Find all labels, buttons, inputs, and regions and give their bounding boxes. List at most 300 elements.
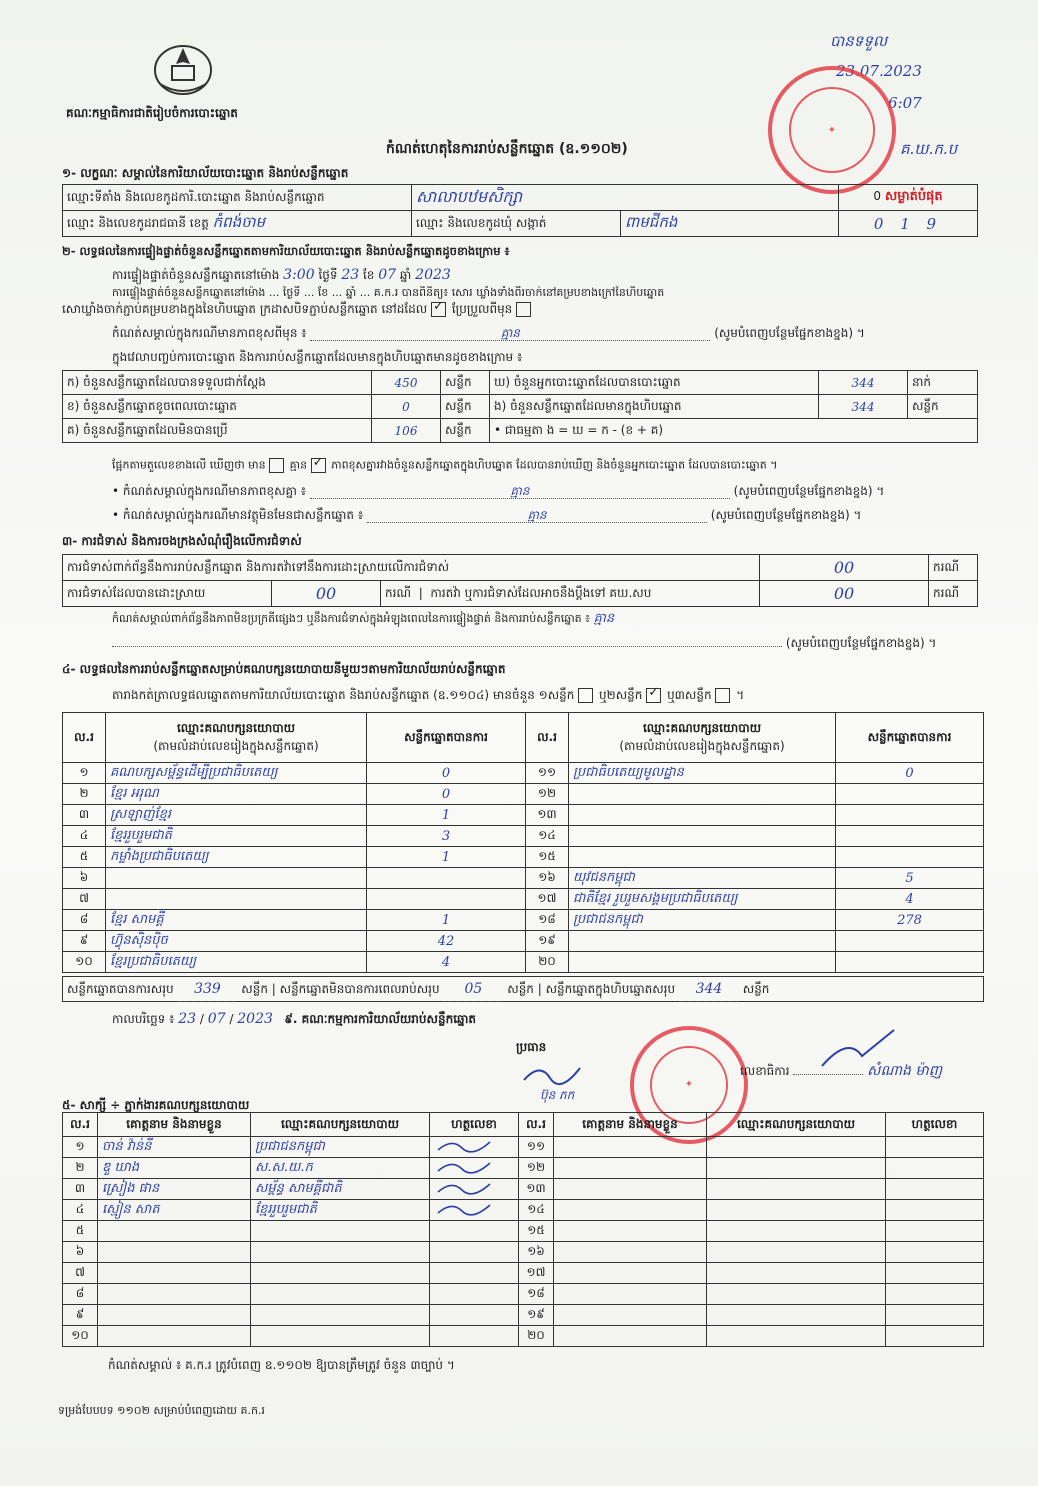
compare-line (112, 458, 777, 473)
province-cell (63, 211, 412, 237)
witness-col-name: គោត្តនាម និងនាមខ្លួន (554, 1113, 707, 1137)
col-party-title: ឈ្មោះគណបក្សនយោបាយ (176, 720, 296, 735)
witness-name: ស្មៀន សាត (98, 1200, 251, 1221)
witness-no: ១៥ (519, 1221, 554, 1242)
count-value: 344 (819, 371, 908, 395)
witness-signature (886, 1179, 984, 1200)
date-label: កាលបរិច្ឆេទ ៖ (112, 1012, 175, 1026)
section3-title: ៣- ការជំទាស់ និងការចងក្រងសំណុំរឿងលើការជំទាស់ (62, 534, 302, 548)
table-row (63, 889, 984, 910)
total-valid-label: សន្លឹកឆ្នោតបានការសរុប (67, 982, 174, 996)
witness-party: ប្រជាជនកម្ពុជា (251, 1137, 430, 1158)
witness-signature (430, 1200, 519, 1221)
party-no: ៧ (63, 889, 106, 910)
party-votes (367, 889, 526, 910)
section5-title: ៥- សាក្សី ÷ ភ្នាក់ងារគណបក្សនយោបាយ (62, 1098, 250, 1112)
confidential-stamp: សម្ងាត់បំផុត (884, 189, 943, 204)
verify-month-label: ខែ (362, 268, 375, 282)
party-no: ១០ (63, 952, 106, 973)
party-no: ១៣ (526, 805, 569, 826)
col-votes-header: សន្លឹកឆ្នោតបានការ (367, 713, 526, 763)
party-votes: 1 (367, 910, 526, 931)
resolved-unit: ករណី (385, 585, 412, 600)
party-name: កម្លាំងប្រជាធិបតេយ្យ (106, 847, 367, 868)
witness-party: ស.ស.យ.ក (251, 1158, 430, 1179)
diff-note-value: គ្មាន (510, 484, 530, 498)
commune-value: ពាមជីកង (621, 211, 839, 237)
witness-name (98, 1242, 251, 1263)
witness-signature (886, 1242, 984, 1263)
table-row (63, 826, 984, 847)
col-party-header (569, 713, 836, 763)
witness-col-no: ល.រ (63, 1113, 98, 1137)
count-unit: សន្លឹក (441, 395, 490, 419)
total-valid-value: 339 (177, 977, 237, 1002)
party-no: ១១ (526, 763, 569, 784)
party-name: ខ្មែរប្រជាធិបតេយ្យ (106, 952, 367, 973)
table-intro: ក្នុងវេលាបញ្ចប់ការបោះឆ្នោត និងការរាប់សន្លឹកឆ្នោតដែលមានក្នុងហិបឆ្នោតមានដូចខាងក្រោម ៖ (112, 350, 523, 364)
foreign-note-field (367, 508, 707, 523)
party-no: ១ (63, 763, 106, 784)
party-votes: 0 (836, 763, 984, 784)
table-row (63, 1158, 984, 1179)
witness-name: ស្រៀង ផាន (98, 1179, 251, 1200)
appeal-label: ការតវ៉ា ឬការជំទាស់ដែលអាចនឹងប្តឹងទៅ គឃ.សប (430, 585, 652, 600)
polling-station-code (839, 185, 978, 211)
col-party-header (106, 713, 367, 763)
objection-count: 00 (760, 555, 929, 581)
no-diff-label: គ្មាន (289, 458, 308, 472)
verify-time: 3:00 (283, 267, 315, 283)
resolved-label: ការជំទាស់ដែលបានដោះស្រាយ (63, 581, 272, 607)
table-row (63, 1137, 984, 1158)
verify-text: ការផ្ទៀងផ្ទាត់ចំនួនសន្លឹកឆ្នោតនៅម៉ោង ... ថ្ងៃទី ... ខែ ... ឆ្នាំ ... គ.ក.រ បានពិនិត្យ៖ សោរ ឃ្លាំងទាំងពីរចាក់នៅគម្របខាងក្រៅនៃហិបឆ្នោត (112, 286, 665, 299)
party-no: ១៤ (526, 826, 569, 847)
resolved-count: 00 (272, 581, 381, 607)
count-label: គ) ចំនួនសន្លឹកឆ្នោតដែលមិនបានប្រើ (63, 419, 372, 443)
diff-note-hint: (សូមបំពេញបន្ថែមផ្នែកខាងខ្នង) ។ (733, 484, 885, 498)
commune-code: 0 1 9 (839, 211, 978, 237)
witness-name (98, 1305, 251, 1326)
date-day: 23 (178, 1011, 197, 1027)
witness-signature (430, 1284, 519, 1305)
party-votes: 0 (367, 784, 526, 805)
col-party-subtitle: (តាមលំដាប់លេខរៀងក្នុងសន្លឹកឆ្នោត) (619, 738, 785, 753)
appeal-count: 00 (760, 581, 929, 607)
received-place: គ.ឃ.ក.ប (900, 140, 958, 158)
count-value: 0 (372, 395, 441, 419)
table-row (63, 1305, 984, 1326)
count-value: 344 (819, 395, 908, 419)
party-no: ៨ (63, 910, 106, 931)
witness-signature (430, 1263, 519, 1284)
table-row (63, 868, 984, 889)
party-no: ១៩ (526, 931, 569, 952)
objection-note-label: កំណត់សម្គាល់ពាក់ព័ន្ធនឹងភាពមិនប្រក្រតីផ្សេងៗ ឬនឹងការជំទាស់ក្នុងអំឡុងពេលនៃការផ្ទៀងផ្ទាត់ និងការរាប់សន្លឹកឆ្នោត ៖ (112, 612, 590, 625)
party-name: ខ្មែររួបរួមជាតិ (106, 826, 367, 847)
compare-label: ផ្អែកតាមតួលេខខាងលើ ឃើញថា មាន (112, 458, 266, 472)
polling-station-code-digit: 0 (873, 189, 882, 203)
witness-signature (430, 1326, 519, 1347)
witness-signature (886, 1200, 984, 1221)
objection-table (62, 554, 978, 607)
verify-line (112, 268, 451, 282)
changed-checkbox[interactable] (516, 302, 531, 317)
table-row (63, 1221, 984, 1242)
witness-no: ១ (63, 1137, 98, 1158)
col-no-header: ល.រ (63, 713, 106, 763)
col-party-title: ឈ្មោះគណបក្សនយោបាយ (642, 720, 762, 735)
witness-name (98, 1263, 251, 1284)
witness-name (554, 1305, 707, 1326)
party-votes: 0 (367, 763, 526, 784)
party-no: ៥ (63, 847, 106, 868)
witness-no: ១២ (519, 1158, 554, 1179)
witness-col-party: ឈ្មោះគណបក្សនយោបាយ (251, 1113, 430, 1137)
witness-signature (430, 1305, 519, 1326)
table-row (63, 763, 984, 784)
party-votes: 5 (836, 868, 984, 889)
objection-hint-field (112, 646, 782, 647)
party-votes (836, 952, 984, 973)
party-name: ប្រជាជនកម្ពុជា (569, 910, 836, 931)
verify-year-label: ឆ្នាំ (399, 268, 412, 282)
organization-name: គណៈកម្មាធិការជាតិរៀបចំការបោះឆ្នោត (66, 106, 238, 120)
sheet-count-intro: តារាងកត់ត្រាលទ្ធផលឆ្នោតតាមការិយាល័យបោះឆ្នោត និងរាប់សន្លឹកឆ្នោត (ឧ.១១០៤) មានចំនួន ១សន្លឹក (112, 688, 575, 702)
witness-party (707, 1284, 886, 1305)
party-no: ៤ (63, 826, 106, 847)
witness-no: ៧ (63, 1263, 98, 1284)
witness-no: ២ (63, 1158, 98, 1179)
results-table (62, 712, 984, 973)
verify-year: 2023 (415, 267, 451, 283)
party-votes: 1 (367, 805, 526, 826)
witness-name (554, 1200, 707, 1221)
party-no: ២០ (526, 952, 569, 973)
witness-name (554, 1263, 707, 1284)
objection-note-value: គ្មាន (593, 611, 615, 626)
foreign-note-line (112, 508, 861, 523)
witness-signature (886, 1221, 984, 1242)
witness-no: ៤ (63, 1200, 98, 1221)
party-name: ស្រឡាញ់ខ្មែរ (106, 805, 367, 826)
committee-label: ៩. គណៈកម្មការការិយាល័យរាប់សន្លឹកឆ្នោត (284, 1012, 477, 1026)
section1-table (62, 184, 978, 237)
count-label: ក) ចំនួនសន្លឹកឆ្នោតដែលបានទទួលជាក់ស្តែង (63, 371, 372, 395)
witness-name (554, 1242, 707, 1263)
witness-signature (430, 1158, 519, 1179)
diff-note-field (310, 484, 730, 499)
witness-party: សម្ព័ន្ធ សាមគ្គីជាតិ (251, 1179, 430, 1200)
president-label: ប្រធាន (516, 1040, 547, 1054)
witness-col-sign: ហត្ថលេខា (430, 1113, 519, 1137)
party-name (569, 931, 836, 952)
party-name: ខ្មែរ អរុណ (106, 784, 367, 805)
witness-signature (886, 1158, 984, 1179)
table-row (63, 1200, 984, 1221)
party-name: គណបក្សសម្ព័ន្ធដើម្បីប្រជាធិបតេយ្យ (106, 763, 367, 784)
objection-hint-line (112, 636, 936, 650)
resolved-unit-and-appeal-label: ករណី | ការតវ៉ា ឬការជំទាស់ដែលអាចនឹងប្តឹងទៅ គឃ.សប (381, 581, 760, 607)
count-label: ឃ) ចំនួនអ្នកបោះឆ្នោតដែលបានបោះឆ្នោត (490, 371, 819, 395)
president-name: ប៊ុន ភក (540, 1088, 575, 1102)
party-name (569, 847, 836, 868)
count-row (63, 419, 978, 443)
national-emblem-icon (150, 40, 216, 96)
party-no: ៦ (63, 868, 106, 889)
table-row (63, 784, 984, 805)
three-sheet-label: ឬ៣សន្លឹក (667, 688, 712, 702)
no-diff-checkbox[interactable] (311, 458, 326, 473)
party-name (569, 805, 836, 826)
witness-no: ៩ (63, 1305, 98, 1326)
party-votes: 3 (367, 826, 526, 847)
party-votes: 42 (367, 931, 526, 952)
witness-party (707, 1137, 886, 1158)
party-name (106, 889, 367, 910)
verify-month: 07 (378, 267, 397, 283)
party-name (569, 784, 836, 805)
witness-party (707, 1242, 886, 1263)
foreign-note-label: • កំណត់សម្គាល់ក្នុងករណីមានវត្ថុមិនមែនជាសន្លឹកឆ្នោត ៖ (112, 508, 364, 522)
witness-name (554, 1158, 707, 1179)
table-row (63, 805, 984, 826)
witness-name (554, 1221, 707, 1242)
changed-label: ប្រែប្រួលពីមុន (451, 302, 513, 316)
witness-no: ២០ (519, 1326, 554, 1347)
witness-signature (886, 1263, 984, 1284)
witness-party (707, 1158, 886, 1179)
witness-signature (430, 1221, 519, 1242)
polling-station-value: សាលាបឋមសិក្សា (412, 185, 839, 211)
witness-no: ៦ (63, 1242, 98, 1263)
president-signature (520, 1060, 590, 1088)
witness-signature (430, 1242, 519, 1263)
witness-party (251, 1284, 430, 1305)
witness-name (554, 1179, 707, 1200)
party-votes (836, 847, 984, 868)
date-line: កាលបរិច្ឆេទ ៖ 23 / 07 / 2023 ៩. គណៈកម្មការការិយាល័យរាប់សន្លឹកឆ្នោត (112, 1011, 477, 1027)
witness-name: ឌួ ឃាង (98, 1158, 251, 1179)
seal-text: សោឃ្លាំងចាក់ភ្ជាប់គម្របខាងក្នុងនៃហិបឆ្នោត ក្រដាសបិទភ្ជាប់សន្លឹកឆ្នោត នៅដដែល (62, 302, 428, 316)
party-name: ហ៊្វុនស៊ិនប៉ិច (106, 931, 367, 952)
foreign-note-value: គ្មាន (527, 508, 547, 522)
totals-line: សន្លឹកឆ្នោតបានការសរុប 339 សន្លឹក | សន្លឹកឆ្នោតមិនបានការពេលរាប់សរុប 05 សន្លឹក | សន្លឹកឆ្នោតក្នុងហិបឆ្នោតសរុប 344 សន្លឹក (62, 976, 984, 1002)
witness-no: ១៦ (519, 1242, 554, 1263)
witness-name (554, 1137, 707, 1158)
one-sheet-checkbox[interactable] (578, 688, 593, 703)
total-valid-unit: សន្លឹក (241, 982, 268, 996)
witness-no: ១០ (63, 1326, 98, 1347)
witness-signature (430, 1179, 519, 1200)
witness-party (707, 1263, 886, 1284)
witness-party (707, 1221, 886, 1242)
witness-no: ៣ (63, 1179, 98, 1200)
party-name: ខ្មែរ សាមគ្គី (106, 910, 367, 931)
party-votes (836, 784, 984, 805)
party-no: ១៨ (526, 910, 569, 931)
party-votes (836, 931, 984, 952)
witness-signature (886, 1137, 984, 1158)
table-row (63, 952, 984, 973)
party-no: ១២ (526, 784, 569, 805)
party-name (569, 952, 836, 973)
witness-col-party: ឈ្មោះគណបក្សនយោបាយ (707, 1113, 886, 1137)
count-row (63, 371, 978, 395)
witness-party (251, 1326, 430, 1347)
witness-name (98, 1221, 251, 1242)
diff-note-line (112, 484, 884, 499)
party-name: ប្រជាធិបតេយ្យមូលដ្ឋាន (569, 763, 836, 784)
total-invalid-value: 05 (443, 977, 503, 1002)
count-label: ង) ចំនួនសន្លឹកឆ្នោតដែលមានក្នុងហិបឆ្នោត (490, 395, 819, 419)
count-unit: សន្លឹក (441, 371, 490, 395)
party-name (569, 826, 836, 847)
witness-party (251, 1221, 430, 1242)
party-votes: 4 (367, 952, 526, 973)
table-row (63, 1179, 984, 1200)
witness-col-sign: ហត្ថលេខា (886, 1113, 984, 1137)
total-box-label: សន្លឹកឆ្នោតក្នុងហិបឆ្នោតសរុប (545, 982, 676, 996)
count-value: 106 (372, 419, 441, 443)
party-no: ៩ (63, 931, 106, 952)
total-box-value: 344 (679, 977, 739, 1002)
change-note-field (310, 326, 710, 341)
sheet-count-line: តារាងកត់ត្រាលទ្ធផលឆ្នោតតាមការិយាល័យបោះឆ្នោត និងរាប់សន្លឹកឆ្នោត (ឧ.១១០៤) មានចំនួន ១សន្លឹក ឬ២សន្លឹក ✓ ឬ៣សន្លឹក ។ (112, 688, 744, 703)
count-unit: សន្លឹក (908, 395, 978, 419)
change-note-value: គ្មាន (500, 326, 520, 340)
verify-day: 23 (341, 267, 360, 283)
party-votes: 1 (367, 847, 526, 868)
section1-title: ១- លក្ខណៈ សម្គាល់នៃការិយាល័យបោះឆ្នោត និងរាប់សន្លឹកឆ្នោត (62, 166, 349, 180)
count-unit: សន្លឹក (441, 419, 490, 443)
count-formula: • ជាធម្មតា ង = ឃ = ក - (ខ + គ) (490, 419, 978, 443)
witness-name: ចាន់ វ៉ាន់នី (98, 1137, 251, 1158)
three-sheet-checkbox[interactable] (715, 688, 730, 703)
objection-note-line (112, 612, 614, 626)
date-month: 07 (207, 1011, 226, 1027)
seal-line (62, 302, 533, 317)
has-diff-checkbox[interactable] (269, 458, 284, 473)
witness-no: ១១ (519, 1137, 554, 1158)
official-red-stamp-top (768, 66, 896, 194)
party-no: ២ (63, 784, 106, 805)
witness-col-no: ល.រ (519, 1113, 554, 1137)
polling-station-label: ឈ្មោះទីតាំង និងលេខកូដការិ.បោះឆ្នោត និងរាប់សន្លឹកឆ្នោត (63, 185, 412, 211)
two-sheet-checkbox[interactable] (646, 688, 661, 703)
witness-party: ខ្មែររួបរួមជាតិ (251, 1200, 430, 1221)
witness-party (707, 1326, 886, 1347)
unchanged-checkbox[interactable] (431, 302, 446, 317)
party-votes (836, 805, 984, 826)
table-row (63, 1326, 984, 1347)
document-title: កំណត់ហេតុនៃការរាប់សន្លឹកឆ្នោត (ឧ.១១០២) (386, 141, 628, 157)
verify-time-label: ការផ្ទៀងផ្ទាត់ចំនួនសន្លឹកឆ្នោតនៅម៉ោង (112, 268, 280, 282)
witness-name (98, 1284, 251, 1305)
stamp-emblem-icon: ✦ (789, 87, 875, 173)
section4-title: ៤- លទ្ធផលនៃការរាប់សន្លឹកឆ្នោតសម្រាប់គណបក្សនយោបាយនីមួយៗតាមការិយាល័យរាប់សន្លឹកឆ្នោត (62, 662, 506, 676)
table-row (63, 847, 984, 868)
table-row (63, 910, 984, 931)
secretary-signature (818, 1026, 898, 1070)
table-row (63, 931, 984, 952)
secretary-field (793, 1074, 863, 1075)
table-row (63, 1242, 984, 1263)
witness-name (98, 1326, 251, 1347)
verify-day-label: ថ្ងៃទី (318, 268, 338, 282)
province-label: ឈ្មោះ និងលេខកូដរាជធានី ខេត្ត (67, 215, 209, 230)
witness-party (707, 1200, 886, 1221)
count-value: 450 (372, 371, 441, 395)
received-label: បានទទួល (830, 32, 888, 50)
stamp-emblem-icon: ✦ (650, 1046, 729, 1125)
col-party-subtitle: (តាមលំដាប់លេខរៀងក្នុងសន្លឹកឆ្នោត) (153, 738, 319, 753)
party-name (106, 868, 367, 889)
table-row (63, 1284, 984, 1305)
date-year: 2023 (237, 1011, 273, 1027)
commune-label: ឈ្មោះ និងលេខកូដឃុំ សង្កាត់ (412, 211, 621, 237)
party-name: យុវជនកម្ពុជា (569, 868, 836, 889)
objection-hint: (សូមបំពេញបន្ថែមផ្នែកខាងខ្នង) ។ (785, 636, 937, 650)
party-name: ជាតិខ្មែរ រួបរួមសង្គមប្រជាធិបតេយ្យ (569, 889, 836, 910)
objection-label: ការជំទាស់ពាក់ព័ន្ធនឹងការរាប់សន្លឹកឆ្នោត និងការតវ៉ាទៅនឹងការដោះស្រាយលើការជំទាស់ (63, 555, 760, 581)
received-date: 23.07.2023 (836, 62, 922, 80)
change-note-hint: (សូមបំពេញបន្ថែមផ្នែកខាងខ្នង) ។ (714, 326, 865, 340)
witness-col-name: គោត្តនាម និងនាមខ្លួន (98, 1113, 251, 1137)
witness-no: ៥ (63, 1221, 98, 1242)
count-table (62, 370, 978, 443)
change-note-label: កំណត់សម្គាល់ក្នុងករណីមានភាពខុសពីមុន ៖ (112, 326, 307, 340)
secretary-label: លេខាធិការ (740, 1064, 790, 1078)
received-time: 6:07 (888, 94, 922, 112)
witness-no: ១៣ (519, 1179, 554, 1200)
witness-name (554, 1326, 707, 1347)
diff-note-label: • កំណត់សម្គាល់ក្នុងករណីមានភាពខុសគ្នា ៖ (112, 484, 307, 498)
witness-no: ៨ (63, 1284, 98, 1305)
witness-no: ១៧ (519, 1263, 554, 1284)
witness-signature (886, 1305, 984, 1326)
secretary-name: សំណាង ម៉ាញ (867, 1063, 943, 1079)
witness-no: ១៩ (519, 1305, 554, 1326)
witness-party (707, 1179, 886, 1200)
witness-party (707, 1305, 886, 1326)
party-votes: 4 (836, 889, 984, 910)
col-no-header: ល.រ (526, 713, 569, 763)
total-box-unit: សន្លឹក (742, 982, 770, 996)
witness-party (251, 1242, 430, 1263)
party-no: ៣ (63, 805, 106, 826)
compare-rest: ភាពខុសគ្នារវាងចំនួនសន្លឹកឆ្នោតក្នុងហិបឆ្នោត ដែលបានរាប់ឃើញ និងចំនួនអ្នកបោះឆ្នោត ដែលបានបោះឆ្នោត ។ (331, 458, 778, 472)
witness-signature (886, 1284, 984, 1305)
party-no: ១៦ (526, 868, 569, 889)
witness-party (251, 1305, 430, 1326)
witness-signature (430, 1137, 519, 1158)
party-no: ១៥ (526, 847, 569, 868)
change-note-line (112, 326, 865, 341)
witness-no: ១៤ (519, 1200, 554, 1221)
count-label: ខ) ចំនួនសន្លឹកឆ្នោតខូចពេលបោះឆ្នោត (63, 395, 372, 419)
appeal-unit: ករណី (929, 581, 978, 607)
foreign-note-hint: (សូមបំពេញបន្ថែមផ្នែកខាងខ្នង) ។ (710, 508, 862, 522)
party-votes: 278 (836, 910, 984, 931)
col-votes-header: សន្លឹកឆ្នោតបានការ (836, 713, 984, 763)
table-row (63, 1263, 984, 1284)
count-unit: នាក់ (908, 371, 978, 395)
witness-no: ១៨ (519, 1284, 554, 1305)
footer-form-note: ទម្រង់បែបបទ ១១០២ សម្រាប់បំពេញដោយ គ.ក.រ (58, 1404, 265, 1417)
province-value: កំពង់ចាម (212, 212, 266, 231)
count-row (63, 395, 978, 419)
